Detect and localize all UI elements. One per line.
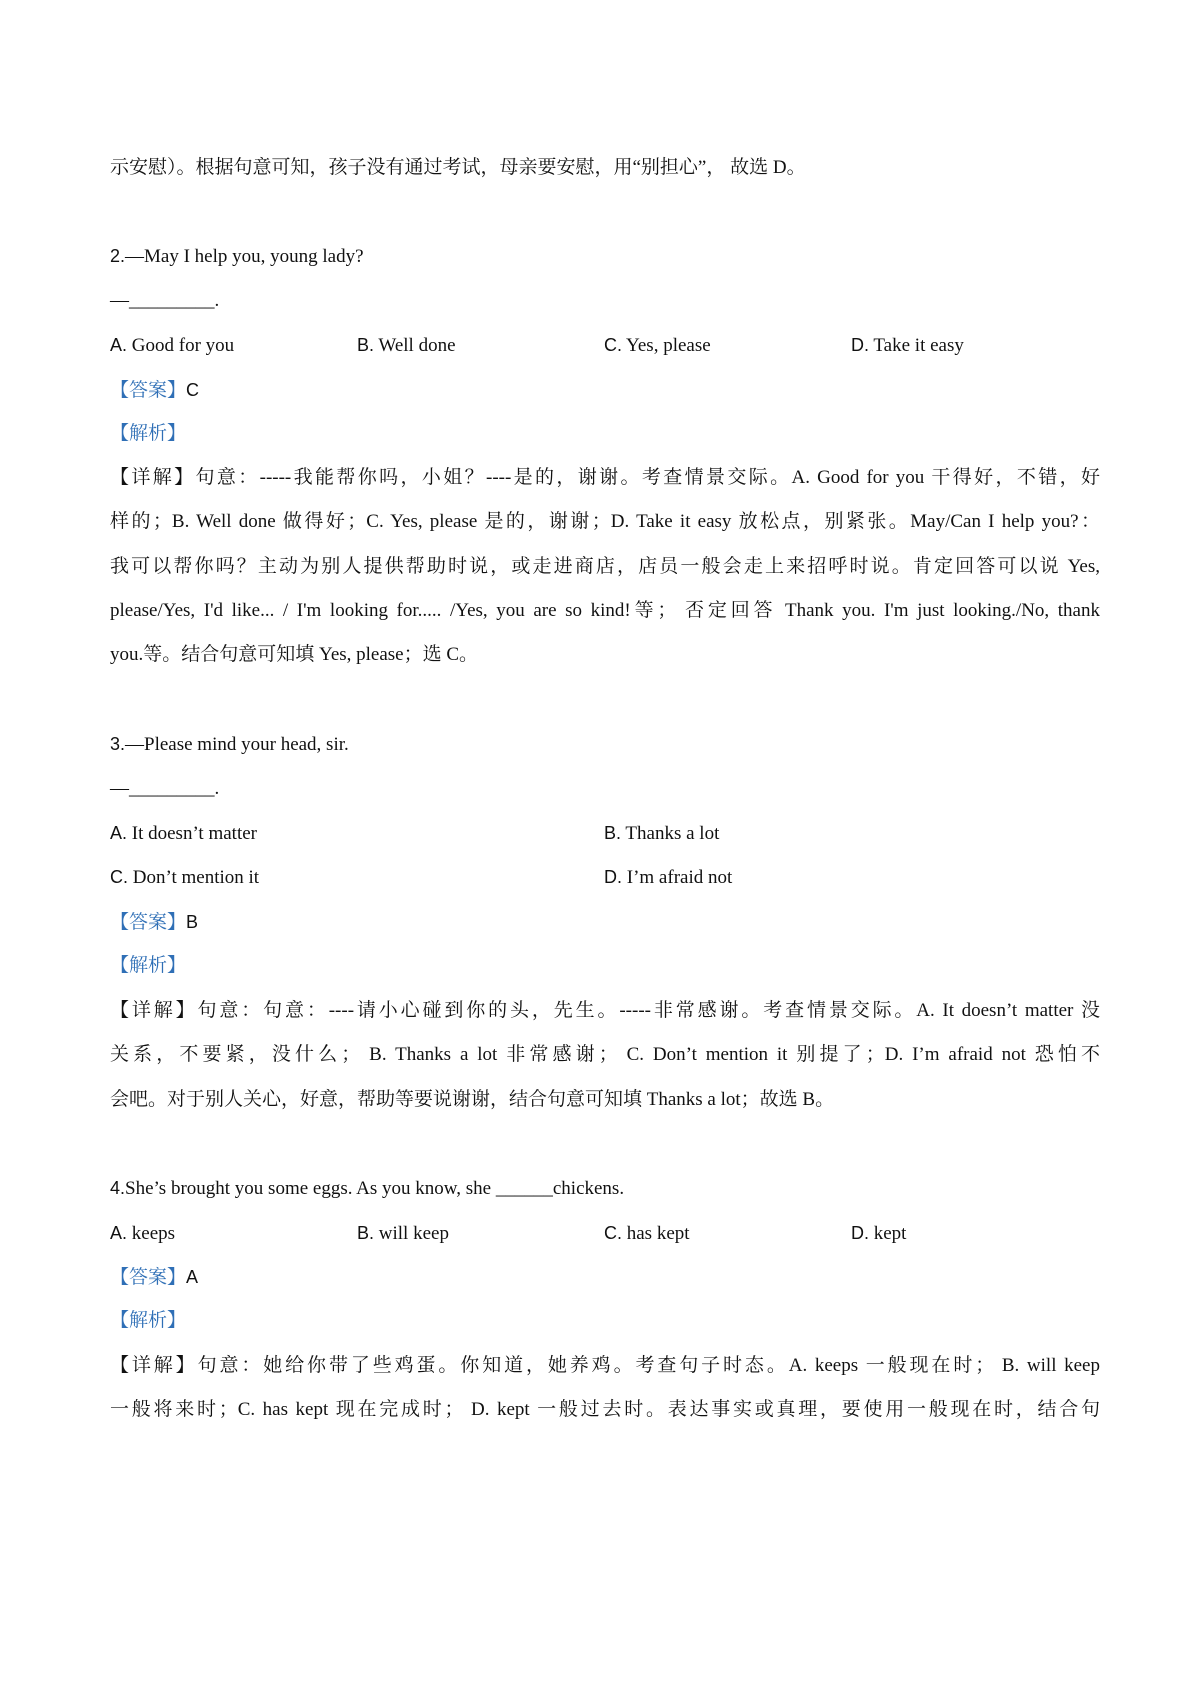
q2-blank: —_________. (110, 290, 220, 311)
q2-option-c: C. Yes, please (604, 335, 711, 356)
q2-detail-line: you.等。结合句意可知填 Yes, please；选 C。 (110, 644, 479, 665)
q3-detail-line: 会吧。对于别人关心，好意，帮助等要说谢谢，结合句意可知填 Thanks a lot；故选 B。 (110, 1089, 835, 1110)
answer-value: C (186, 380, 200, 400)
q2-number: 2. (110, 246, 126, 266)
q3-stem-text: —Please mind your head, sir. (125, 734, 349, 755)
q3-number: 3. (110, 734, 126, 754)
q2-detail-line: 样的；B. Well done 做得好；C. Yes, please 是的，谢谢；D. Take it easy 放松点，别紧张。May/Can I help you?： (110, 511, 1100, 532)
q4-answer (110, 1263, 1100, 1292)
q2-option-d: D. Take it easy (851, 335, 964, 356)
q2-answer (110, 376, 1100, 405)
answer-value: A (186, 1267, 199, 1287)
q3-answer (110, 908, 1100, 937)
q4-number: 4. (110, 1178, 126, 1198)
q3-blank: —_________. (110, 778, 220, 799)
q3-option-d: D. I’m afraid not (604, 867, 733, 888)
q4-detail-line: 【详解】句意：她给你带了些鸡蛋。你知道，她养鸡。考查句子时态。A. keeps 一般现在时； B. will keep (110, 1355, 1100, 1376)
q2-stem (110, 242, 1100, 271)
q2-detail-line: please/Yes, I'd like... / I'm looking for..... /Yes, you are so kind!等； 否定回答 Thank you. I'm just looking./No, thank (110, 600, 1100, 621)
q3-detail-line: 【详解】句意：句意：----请小心碰到你的头，先生。-----非常感谢。考查情景交际。A. It doesn’t matter 没 (110, 1000, 1100, 1021)
q3-stem (110, 730, 1100, 759)
q4-analysis-tag: 【解析】 (110, 1310, 187, 1331)
q4-detail-line: 一般将来时；C. has kept 现在完成时； D. kept 一般过去时。表达事实或真理，要使用一般现在时，结合句 (110, 1399, 1100, 1420)
q4-stem (110, 1174, 1100, 1203)
q4-option-a: A. keeps (110, 1223, 176, 1244)
q4-option-b: B. will keep (357, 1223, 449, 1244)
q2-detail-line: 我可以帮你吗？主动为别人提供帮助时说，或走进商店，店员一般会走上来招呼时说。肯定回答可以说 Yes, (110, 556, 1100, 577)
q2-detail-line: 【详解】句意：-----我能帮你吗，小姐？----是的，谢谢。考查情景交际。A. Good for you 干得好，不错，好 (110, 467, 1100, 488)
answer-tag: 【答案】 (110, 380, 187, 401)
answer-tag: 【答案】 (110, 1267, 187, 1288)
q2-stem-text: —May I help you, young lady? (125, 246, 364, 267)
q4-option-d: D. kept (851, 1223, 907, 1244)
intro-line: 示安慰）。根据句意可知，孩子没有通过考试，母亲要安慰，用“别担心”， 故选 D。 (110, 157, 806, 178)
answer-tag: 【答案】 (110, 912, 187, 933)
q2-option-b: B. Well done (357, 335, 456, 356)
q2-analysis-tag: 【解析】 (110, 423, 187, 444)
q4-option-c: C. has kept (604, 1223, 690, 1244)
q3-option-b: B. Thanks a lot (604, 823, 720, 844)
q3-option-a: A. It doesn’t matter (110, 823, 257, 844)
q4-stem-text: She’s brought you some eggs. As you know, she ______chickens. (125, 1178, 625, 1199)
q3-option-c: C. Don’t mention it (110, 867, 260, 888)
q2-option-a: A. Good for you (110, 335, 235, 356)
answer-value: B (186, 912, 199, 932)
q3-detail-line: 关系，不要紧，没什么； B. Thanks a lot 非常感谢； C. Don’t mention it 别提了；D. I’m afraid not 恐怕不 (110, 1044, 1100, 1065)
q3-analysis-tag: 【解析】 (110, 955, 187, 976)
